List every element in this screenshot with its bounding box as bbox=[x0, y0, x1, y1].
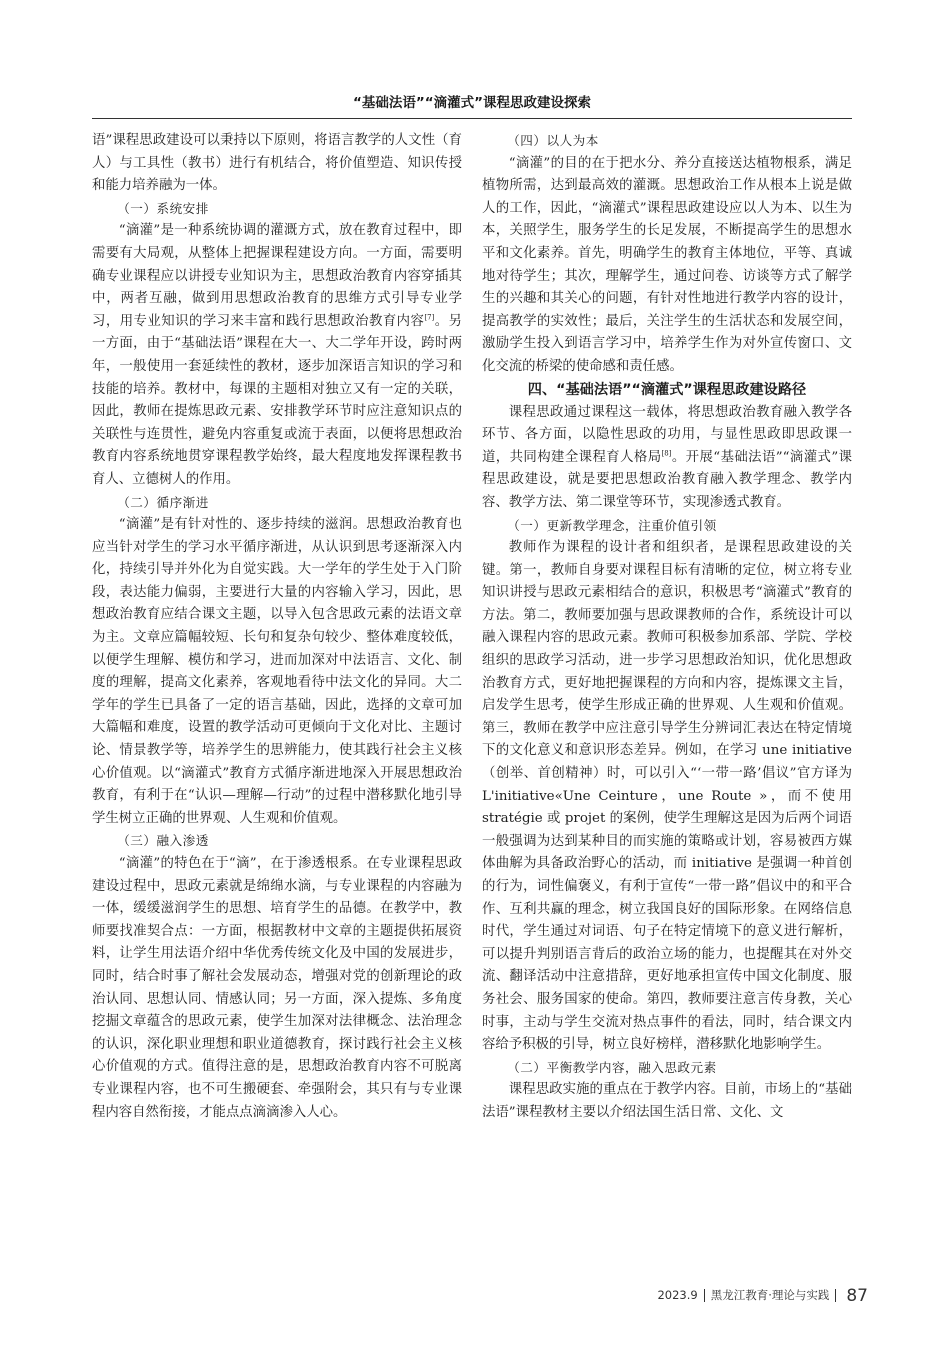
intro-paragraph: 语”课程思政建设可以秉持以下原则，将语言教学的人文性（育人）与工具性（教书）进行有机结合，将价值塑造、知识传授和能力培养融为一体。 bbox=[92, 133, 462, 194]
paragraph-section-intro-text-a: 课程思政通过课程这一载体，将思想政治教育融入教学各环节、各方面，以隐性思政的功用，与显性思政即思政课一道，共同构建全课程育人格局 bbox=[482, 404, 852, 465]
left-column bbox=[92, 130, 462, 1124]
paragraph-systematic bbox=[92, 220, 462, 491]
right-column bbox=[482, 130, 852, 1125]
subheading-teaching-content: （二）平衡教学内容，融入思政元素 bbox=[507, 1059, 717, 1075]
paragraph-integration: “滴灌”的特色在于“滴”，在于渗透根系。在专业课程思政建设过程中，思政元素就是绵绵水滴，与专业课程的内容融为一体，缓缓滋润学生的思想、培育学生的品德。在教学中，教师要找准契合点：一方面，根据教材中文章的主题提供拓展资料，让学生用法语介绍中华优秀传统文化及中国的发展进步，同时，结合时事了解社会发展动态，增强对党的创新理论的政治认同、思想认同、情感认同；另一方面，深入提炼、多角度挖掘文章蕴含的思政元素，使学生加深对法律概念、法治理念的认识，深化职业理想和职业道德教育，探讨践行社会主义核心价值观的方式。值得注意的是，思想政治教育内容不可脱离专业课程内容，也不可生搬硬套、牵强附会，其只有与专业课程内容自然衔接，才能点点滴滴渗入人心。 bbox=[92, 856, 462, 1120]
header-rule bbox=[92, 118, 852, 119]
running-header: “基础法语”“滴灌式”课程思政建设探索 bbox=[353, 95, 591, 111]
subheading-teaching-concept: （一）更新教学理念，注重价值引领 bbox=[507, 517, 717, 533]
footer-separator bbox=[704, 1289, 705, 1302]
citation-7: [7] bbox=[424, 313, 435, 322]
page-number: 87 bbox=[846, 1285, 868, 1306]
footer-issue: 2023.9 bbox=[657, 1288, 698, 1302]
paragraph-people-oriented: “滴灌”的目的在于把水分、养分直接送达植物根系，满足植物所需，达到最高效的灌溉。思想政治工作从根本上说是做人的工作，因此，“滴灌式”课程思政建设应以人为本、以生为本，关照学生，服务学生的长足发展，不断提高学生的思想水平和文化素养。首先，明确学生的教育主体地位，平等、真诚地对待学生；其次，理解学生，通过问卷、访谈等方式了解学生的兴趣和其关心的问题，有针对性地进行教学内容的设计，提高教学的实效性；最后，关注学生的生活状态和发展空间，激励学生投入到语言学习中，培养学生作为对外宣传窗口、文化交流的桥梁的使命感和责任感。 bbox=[482, 155, 852, 374]
page-footer bbox=[657, 1283, 868, 1307]
paragraph-gradual: “滴灌”是有针对性的、逐步持续的滋润。思想政治教育也应当针对学生的学习水平循序渐进，从认识到思考逐渐深入内化，持续引导并外化为自觉实践。大一学年的学生处于入门阶段，表达能力偏弱，主要进行大量的内容输入学习，因此，思想政治教育应结合课文主题，以导入包含思政元素的法语文章为主。文章应篇幅较短、长句和复杂句较少、整体难度较低，以便学生理解、模仿和学习，进而加深对中法语言、文化、制度的理解，提高文化素养，客观地看待中法文化的异同。大二学年的学生已具备了一定的语言基础，因此，选择的文章可加大篇幅和难度，设置的教学活动可更倾向于文化对比、主题讨论、情景教学等，培养学生的思辨能力，使其践行社会主义核心价值观。以“滴灌式”教育方式循序渐进地深入开展思想政治教育，有利于在“认识—理解—行动”的过程中潜移默化地引导学生树立正确的世界观、人生观和价值观。 bbox=[92, 517, 462, 826]
paragraph-section-intro-text-b: 。开展“基础法语”“滴灌式”课程思政建设，就是要把思想政治教育融入教学理念、教学内容、教学方法、第二课堂等环节，实现渗透式教育。 bbox=[482, 449, 852, 510]
footer-journal: 黑龙江教育·理论与实践 bbox=[710, 1288, 830, 1302]
section-title: 四、“基础法语”“滴灌式”课程思政建设路径 bbox=[527, 381, 807, 398]
subheading-gradual: （二）循序渐进 bbox=[117, 494, 209, 510]
paragraph-teaching-content: 课程思政实施的重点在于教学内容。目前，市场上的“基础法语”课程教材主要以介绍法国生活日常、文化、文 bbox=[482, 1082, 852, 1120]
subheading-people-oriented: （四）以人为本 bbox=[507, 133, 599, 148]
paragraph-section-intro bbox=[482, 402, 852, 515]
paragraph-systematic-text-b: 。另一方面，由于“基础法语”课程在大一、大二学年开设，跨时两年，一般使用一套延续性的教材，逐步加深语言知识的学习和技能的培养。教材中，每课的主题相对独立又有一定的关联，因此，教师在提炼思政元素、安排教学环节时应注意知识点的关联性与连贯性，避免内容重复或流于表面，以便将思想政治教育内容系统地贯穿课程教学始终，最大程度地发挥课程教书育人、立德树人的作用。 bbox=[92, 313, 463, 487]
subheading-integration: （三）融入渗透 bbox=[117, 833, 209, 849]
subheading-systematic: （一）系统安排 bbox=[117, 200, 209, 216]
paragraph-systematic-text-a: “滴灌”是一种系统协调的灌溉方式，放在教育过程中，即需要有大局观，从整体上把握课程建设方向。一方面，需要明确专业课程应以讲授专业知识为主，思想政治教育内容穿插其中，两者互融，做到用思想政治教育的思维方式引导专业学习，用专业知识的学习来丰富和践行思想政治教育内容 bbox=[92, 223, 462, 329]
paragraph-teaching-concept: 教师作为课程的设计者和组织者，是课程思政建设的关键。第一，教师自身要对课程目标有清晰的定位，树立将专业知识讲授与思政元素相结合的意识，积极思考“滴灌式”教育的方法。第二，教师要加强与思政课教师的合作，系统设计可以融入课程内容的思政元素。教师可积极参加系部、学院、学校组织的思政学习活动，进一步学习思想政治知识，优化思想政治教育方式，更好地把握课程的方向和内容，提炼课文主旨，启发学生思考，使学生形成正确的世界观、人生观和价值观。第三，教师在教学中应注意引导学生分辨词汇表达在特定情境下的文化意义和意识形态差异。例如，在学习 une initiative（创举、首创精神）时，可以引入“‘一带一路’倡议”官方译为 L'initiative«Une Ceinture，une Route »，而不使用 stratégie 或 projet 的案例，使学生理解这是因为后两个词语一般强调为达到某种目的而实施的策略或计划，容易被西方媒体曲解为具备政治野心的活动，而 initiative 是强调一种首创的行为，词性偏褒义，有利于宣传“一带一路”倡议中的和平合作、互利共赢的理念，树立我国良好的国际形象。在网络信息时代，学生通过对词语、句子在特定情境下的意义进行解析，可以提升判别语言背后的政治立场的能力，也提醒其在对外交流、翻译活动中注意措辞，更好地承担宣传中国文化制度、服务社会、服务国家的使命。第四，教师要注意言传身教，关心时事，主动与学生交流对热点事件的看法，同时，结合课文内容给予积极的引导，树立良好榜样，潜移默化地影响学生。 bbox=[482, 540, 852, 1053]
footer-separator bbox=[835, 1289, 836, 1302]
citation-8: [8] bbox=[661, 449, 672, 458]
